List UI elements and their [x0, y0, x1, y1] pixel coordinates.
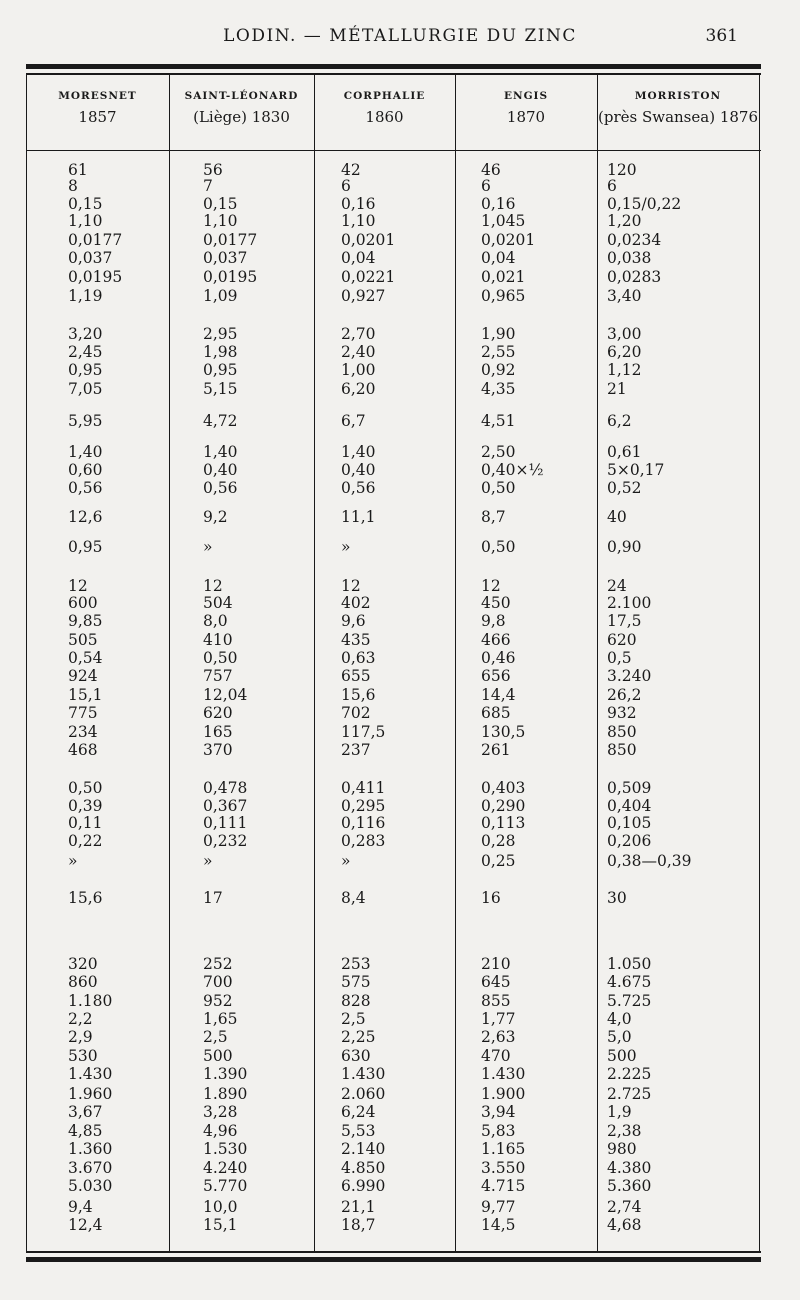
table-cell: 26,2 — [607, 686, 642, 704]
table-cell: 0,037 — [68, 249, 113, 267]
table-cell: 2,63 — [481, 1028, 516, 1046]
table-cell: 2.060 — [341, 1085, 386, 1103]
table-cell: 0,04 — [481, 249, 516, 267]
table-cell: 1,65 — [203, 1010, 238, 1028]
table-cell: 2.100 — [607, 594, 652, 612]
table-cell: 9,6 — [341, 612, 366, 630]
table-cell: 0,52 — [607, 479, 642, 497]
table-cell: 4,68 — [607, 1216, 642, 1234]
table-cell: 15,1 — [203, 1216, 238, 1234]
table-cell: 4,72 — [203, 412, 238, 430]
table-cell: 0,04 — [341, 249, 376, 267]
table-cell: 1,045 — [481, 212, 526, 230]
table-cell: 1.960 — [68, 1085, 113, 1103]
table-cell: 0,56 — [203, 479, 238, 497]
table-cell: 0,411 — [341, 779, 386, 797]
table-cell: 370 — [203, 741, 233, 759]
table-cell: » — [68, 852, 78, 870]
table-cell: 6.990 — [341, 1177, 386, 1195]
table-cell: 0,28 — [481, 832, 516, 850]
table-cell: 1,20 — [607, 212, 642, 230]
table-cell: 1,98 — [203, 343, 238, 361]
column-saint-leonard — [169, 74, 314, 1252]
table-cell: 0,50 — [68, 779, 103, 797]
table-cell: 1.430 — [481, 1065, 526, 1083]
table-cell: 3,28 — [203, 1103, 238, 1121]
table-cell: 702 — [341, 704, 371, 722]
table-cell: 850 — [607, 741, 637, 759]
table-cell: 0,404 — [607, 797, 652, 815]
table-cell: 0,15/0,22 — [607, 195, 682, 213]
table-cell: » — [341, 538, 351, 556]
table-cell: 1,40 — [203, 443, 238, 461]
table-cell: 9,4 — [68, 1198, 93, 1216]
table-cell: 0,113 — [481, 814, 526, 832]
table-cell: 0,95 — [68, 361, 103, 379]
table-cell: 924 — [68, 667, 98, 685]
table-cell: 15,1 — [68, 686, 103, 704]
column-name: CORPHALIE — [343, 90, 426, 102]
table-cell: 4,85 — [68, 1122, 103, 1140]
table-cell: 4,51 — [481, 412, 516, 430]
table-cell: 6 — [341, 177, 351, 195]
table-cell: 4.675 — [607, 973, 652, 991]
table-cell: 505 — [68, 631, 98, 649]
column-morriston — [597, 74, 759, 1252]
table-cell: 620 — [203, 704, 233, 722]
table-cell: 757 — [203, 667, 233, 685]
table-cell: 1.390 — [203, 1065, 248, 1083]
table-cell: 0,509 — [607, 779, 652, 797]
table-cell: 320 — [68, 955, 98, 973]
table-cell: 2,45 — [68, 343, 103, 361]
table-cell: 850 — [607, 723, 637, 741]
table-cell: 117,5 — [341, 723, 386, 741]
table-cell: 3,00 — [607, 325, 642, 343]
table-cell: 5,53 — [341, 1122, 376, 1140]
table-cell: 0,037 — [203, 249, 248, 267]
table-cell: 0,25 — [481, 852, 516, 870]
table-cell: 932 — [607, 704, 637, 722]
table-cell: » — [203, 852, 213, 870]
table-cell: 3,20 — [68, 325, 103, 343]
table-cell: 575 — [341, 973, 371, 991]
table-cell: 0,0195 — [203, 268, 258, 286]
table-cell: 0,367 — [203, 797, 248, 815]
table-cell: 0,40×½ — [481, 461, 544, 479]
table-cell: 2,74 — [607, 1198, 642, 1216]
table-cell: 0,16 — [341, 195, 376, 213]
column-header — [314, 90, 455, 126]
table-cell: 4.380 — [607, 1159, 652, 1177]
table-cell: 130,5 — [481, 723, 526, 741]
table-cell: 3,94 — [481, 1103, 516, 1121]
column-date: 1870 — [506, 108, 546, 126]
table-cell: 7 — [203, 177, 213, 195]
table-cell: 0,92 — [481, 361, 516, 379]
table-cell: 685 — [481, 704, 511, 722]
table-cell: 6 — [607, 177, 617, 195]
table-cell: 620 — [607, 631, 637, 649]
table-cell: 952 — [203, 992, 233, 1010]
table-cell: 17 — [203, 889, 223, 907]
table-cell: 0,46 — [481, 649, 516, 667]
table-cell: 775 — [68, 704, 98, 722]
table-cell: 980 — [607, 1140, 637, 1158]
table-cell: 1,19 — [68, 287, 103, 305]
table-cell: 466 — [481, 631, 511, 649]
table-cell: 1,90 — [481, 325, 516, 343]
table-cell: 12 — [341, 577, 361, 595]
column-date: 1860 — [365, 108, 404, 126]
table-cell: 2,55 — [481, 343, 516, 361]
table-cell: 4.240 — [203, 1159, 248, 1177]
table-cell: 2,40 — [341, 343, 376, 361]
table-cell: 0,0177 — [203, 231, 258, 249]
table-cell: 6,7 — [341, 412, 366, 430]
table-cell: 500 — [203, 1047, 233, 1065]
table-cell: 855 — [481, 992, 511, 1010]
table-cell: 0,50 — [481, 538, 516, 556]
table-cell: 0,0234 — [607, 231, 662, 249]
table-cell: 828 — [341, 992, 371, 1010]
table-cell: 40 — [607, 508, 627, 526]
table-cell: 0,56 — [68, 479, 103, 497]
table-cell: 468 — [68, 741, 98, 759]
table-cell: 17,5 — [607, 612, 642, 630]
table-cell: 30 — [607, 889, 627, 907]
table-cell: 1.890 — [203, 1085, 248, 1103]
table-cell: 1,09 — [203, 287, 238, 305]
table-cell: 15,6 — [68, 889, 103, 907]
table-cell: 8,7 — [481, 508, 506, 526]
table-cell: 0,021 — [481, 268, 526, 286]
table-cell: 0,0195 — [68, 268, 123, 286]
table-cell: 0,0201 — [481, 231, 536, 249]
table-cell: 261 — [481, 741, 511, 759]
column-name: MORESNET — [58, 90, 137, 102]
table-cell: 0,290 — [481, 797, 526, 815]
table-cell: 21 — [607, 380, 627, 398]
table-cell: 1.430 — [341, 1065, 386, 1083]
table-cell: 12 — [481, 577, 501, 595]
table-cell: 0,95 — [203, 361, 238, 379]
table-cell: 4.715 — [481, 1177, 526, 1195]
table-cell: 1.360 — [68, 1140, 113, 1158]
table-cell: 12 — [68, 577, 88, 595]
table-cell: 500 — [607, 1047, 637, 1065]
table-cell: 12 — [203, 577, 223, 595]
table-cell: 2,5 — [203, 1028, 228, 1046]
table-cell: 2,25 — [341, 1028, 376, 1046]
table-cell: 0,038 — [607, 249, 652, 267]
table-cell: 0,295 — [341, 797, 386, 815]
column-header — [26, 90, 169, 126]
table-cell: 1,40 — [68, 443, 103, 461]
table-cell: 12,4 — [68, 1216, 103, 1234]
table-cell: 2,5 — [341, 1010, 366, 1028]
table-cell: 21,1 — [341, 1198, 376, 1216]
table-cell: 15,6 — [341, 686, 376, 704]
table-cell: 530 — [68, 1047, 98, 1065]
table-cell: 1.530 — [203, 1140, 248, 1158]
table-cell: 1.165 — [481, 1140, 526, 1158]
table-cell: 0,0201 — [341, 231, 396, 249]
top-thick-rule — [26, 64, 761, 69]
table-cell: 0,478 — [203, 779, 248, 797]
column-name: MORRISTON — [634, 90, 722, 102]
table-cell: 10,0 — [203, 1198, 238, 1216]
table-cell: 9,8 — [481, 612, 506, 630]
table-cell: 0,965 — [481, 287, 526, 305]
table-cell: 24 — [607, 577, 627, 595]
table-cell: 6,20 — [607, 343, 642, 361]
table-cell: 0,206 — [607, 832, 652, 850]
table-cell: 0,61 — [607, 443, 642, 461]
table-cell: 1,00 — [341, 361, 376, 379]
table-cell: 42 — [341, 161, 361, 179]
table-cell: 0,15 — [203, 195, 238, 213]
table-cell: 4,0 — [607, 1010, 632, 1028]
table-cell: 5,83 — [481, 1122, 516, 1140]
table-cell: 2,50 — [481, 443, 516, 461]
table-cell: 2,95 — [203, 325, 238, 343]
table-cell: 4.850 — [341, 1159, 386, 1177]
table-cell: 16 — [481, 889, 501, 907]
table-cell: 4,96 — [203, 1122, 238, 1140]
table-cell: 0,5 — [607, 649, 632, 667]
table-cell: 5.725 — [607, 992, 652, 1010]
table-cell: 0,111 — [203, 814, 248, 832]
table-cell: 0,56 — [341, 479, 376, 497]
table-cell: 5,0 — [607, 1028, 632, 1046]
table-cell: 700 — [203, 973, 233, 991]
table-cell: 6,24 — [341, 1103, 376, 1121]
table-cell: 470 — [481, 1047, 511, 1065]
table-cell: 0,927 — [341, 287, 386, 305]
table-cell: 1.180 — [68, 992, 113, 1010]
table-cell: 0,60 — [68, 461, 103, 479]
table-cell: 0,283 — [341, 832, 386, 850]
table-cell: 6 — [481, 177, 491, 195]
column-header — [169, 90, 314, 126]
zinc-comparison-table — [26, 64, 761, 1266]
table-cell: 655 — [341, 667, 371, 685]
table-cell: 11,1 — [341, 508, 376, 526]
table-cell: 1,77 — [481, 1010, 516, 1028]
page-number: 361 — [705, 26, 738, 46]
column-name: SAINT-LÉONARD — [184, 90, 299, 102]
table-cell: 252 — [203, 955, 233, 973]
table-cell: 2.225 — [607, 1065, 652, 1083]
running-title: LODIN. — MÉTALLURGIE DU ZINC — [223, 26, 577, 46]
table-cell: 0,0221 — [341, 268, 396, 286]
table-cell: 46 — [481, 161, 501, 179]
table-cell: 0,116 — [341, 814, 386, 832]
table-cell: 645 — [481, 973, 511, 991]
table-cell: 600 — [68, 594, 98, 612]
table-cell: 1,12 — [607, 361, 642, 379]
bottom-thick-rule — [26, 1257, 761, 1262]
table-cell: 410 — [203, 631, 233, 649]
table-cell: 1.430 — [68, 1065, 113, 1083]
column-header — [597, 90, 759, 126]
table-cell: 6,20 — [341, 380, 376, 398]
table-cell: 5.770 — [203, 1177, 248, 1195]
column-date: (près Swansea) 1876 — [598, 108, 758, 126]
table-cell: 0,54 — [68, 649, 103, 667]
table-cell: 0,22 — [68, 832, 103, 850]
table-cell: 253 — [341, 955, 371, 973]
table-cell: 4,35 — [481, 380, 516, 398]
table-cell: 1,10 — [68, 212, 103, 230]
column-date: 1857 — [78, 108, 117, 126]
table-cell: 7,05 — [68, 380, 103, 398]
column-name: ENGIS — [503, 90, 549, 102]
table-cell: 3,40 — [607, 287, 642, 305]
table-cell: 5,15 — [203, 380, 238, 398]
table-cell: 210 — [481, 955, 511, 973]
table-cell: 5.030 — [68, 1177, 113, 1195]
table-cell: 2.140 — [341, 1140, 386, 1158]
table-cell: 1.900 — [481, 1085, 526, 1103]
table-cell: 234 — [68, 723, 98, 741]
table-cell: 14,4 — [481, 686, 516, 704]
table-cell: 450 — [481, 594, 511, 612]
table-cell: 2,70 — [341, 325, 376, 343]
table-cell: 630 — [341, 1047, 371, 1065]
table-cell: 5,95 — [68, 412, 103, 430]
table-cell: 0,16 — [481, 195, 516, 213]
table-cell: 5.360 — [607, 1177, 652, 1195]
table-cell: 8,0 — [203, 612, 228, 630]
column-corphalie — [314, 74, 455, 1252]
column-header — [455, 90, 597, 126]
table-cell: 9,85 — [68, 612, 103, 630]
table-cell: » — [341, 852, 351, 870]
table-cell: 0,50 — [203, 649, 238, 667]
table-cell: 1,40 — [341, 443, 376, 461]
table-cell: 0,38—0,39 — [607, 852, 692, 870]
table-cell: 435 — [341, 631, 371, 649]
table-cell: 120 — [607, 161, 637, 179]
table-cell: 2,9 — [68, 1028, 93, 1046]
table-cell: 3,67 — [68, 1103, 103, 1121]
table-cell: 0,232 — [203, 832, 248, 850]
table-cell: 0,105 — [607, 814, 652, 832]
table-cell: 0,50 — [481, 479, 516, 497]
column-divider — [759, 74, 760, 1252]
table-cell: 504 — [203, 594, 233, 612]
table-cell: 5×0,17 — [607, 461, 665, 479]
table-cell: 656 — [481, 667, 511, 685]
table-cell: 0,403 — [481, 779, 526, 797]
table-cell: 0,39 — [68, 797, 103, 815]
table-cell: » — [203, 538, 213, 556]
table-cell: 2,2 — [68, 1010, 93, 1028]
table-cell: 61 — [68, 161, 88, 179]
table-cell: 0,0283 — [607, 268, 662, 286]
table-cell: 18,7 — [341, 1216, 376, 1234]
table-cell: 3.550 — [481, 1159, 526, 1177]
table-cell: 0,15 — [68, 195, 103, 213]
table-cell: 0,40 — [203, 461, 238, 479]
table-cell: 3.670 — [68, 1159, 113, 1177]
table-cell: 3.240 — [607, 667, 652, 685]
table-cell: 8,4 — [341, 889, 366, 907]
table-cell: 237 — [341, 741, 371, 759]
column-moresnet — [26, 74, 169, 1252]
table-cell: 9,2 — [203, 508, 228, 526]
table-cell: 14,5 — [481, 1216, 516, 1234]
column-engis — [455, 74, 597, 1252]
table-cell: 8 — [68, 177, 78, 195]
table-cell: 1,10 — [341, 212, 376, 230]
table-cell: 0,11 — [68, 814, 103, 832]
table-cell: 9,77 — [481, 1198, 516, 1216]
table-cell: 402 — [341, 594, 371, 612]
table-cell: 2.725 — [607, 1085, 652, 1103]
column-date: (Liège) 1830 — [193, 108, 290, 126]
table-cell: 1,9 — [607, 1103, 632, 1121]
table-cell: 0,40 — [341, 461, 376, 479]
table-cell: 1.050 — [607, 955, 652, 973]
table-cell: 12,6 — [68, 508, 103, 526]
table-cell: 0,0177 — [68, 231, 123, 249]
table-cell: 0,95 — [68, 538, 103, 556]
table-cell: 6,2 — [607, 412, 632, 430]
table-cell: 56 — [203, 161, 223, 179]
table-cell: 0,90 — [607, 538, 642, 556]
table-cell: 1,10 — [203, 212, 238, 230]
table-cell: 12,04 — [203, 686, 248, 704]
table-cell: 165 — [203, 723, 233, 741]
page-header — [0, 26, 800, 50]
table-cell: 860 — [68, 973, 98, 991]
table-cell: 0,63 — [341, 649, 376, 667]
table-cell: 2,38 — [607, 1122, 642, 1140]
